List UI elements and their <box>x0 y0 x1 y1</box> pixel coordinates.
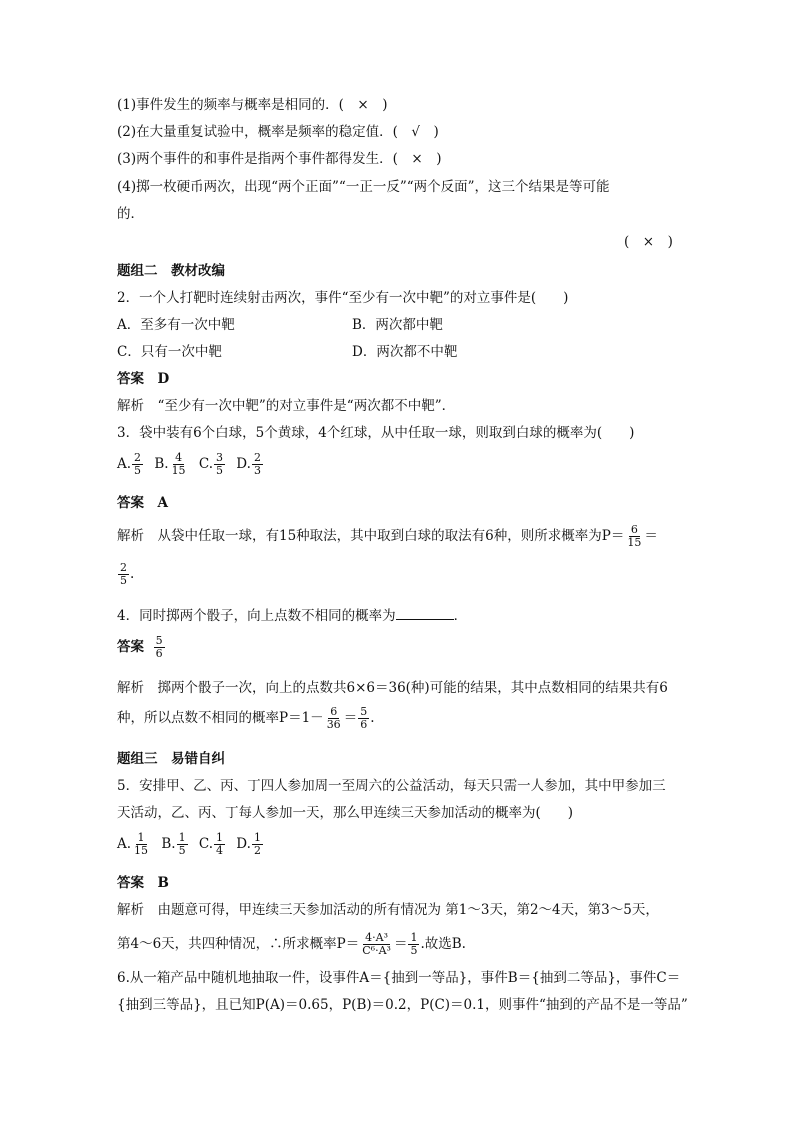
q2-stem: 2．一个人打靶时连续射击两次，事件“至少有一次中靶”的对立事件是( ) <box>117 290 569 306</box>
q3-option-b: B. $\frac{4}{15}$ <box>154 451 186 477</box>
q2-option-a: A．至多有一次中靶 <box>117 317 235 333</box>
fraction: $\frac{1}{15}$ <box>134 831 149 857</box>
judge-item-4-line2: 的． <box>117 206 144 222</box>
fraction: $\frac{1}{5}$ <box>178 831 186 857</box>
fraction: $\frac{2}{5}$ <box>134 451 142 477</box>
q5-option-b: B. $\frac{1}{5}$ <box>161 831 186 857</box>
q3-option-a: A. $\frac{2}{5}$ <box>117 451 142 477</box>
q4-analysis-line2: 种，所以点数不相同的概率P＝1－ $\frac{6}{36}$ ＝ $\frac{5}{6}$ . <box>117 705 375 731</box>
judge-item-4-mark: ( × ) <box>624 234 673 250</box>
q3-stem: 3．袋中装有6个白球，5个黄球，4个红球，从中任取一球，则取到白球的概率为( ) <box>117 425 635 441</box>
judge-item-4-line1: (4)掷一枚硬币两次，出现“两个正面”“一正一反”“两个反面”，这三个结果是等可能 <box>117 179 610 195</box>
fraction: $\frac{1}{2}$ <box>253 831 261 857</box>
q3-options <box>117 452 270 477</box>
q5-option-a: A. $\frac{1}{15}$ <box>117 831 149 857</box>
fraction: $\frac{5}{6}$ <box>360 705 368 731</box>
group-3-title: 题组三 易错自纠 <box>117 751 225 767</box>
q3-option-d: D. $\frac{2}{3}$ <box>236 451 261 477</box>
q4-answer: 答案 $\frac{5}{6}$ <box>117 634 163 660</box>
q3-analysis-line1: 解析 从袋中任取一球，有15种取法，其中取到白球的取法有6种，则所求概率为P＝ $\frac{6}{15}$ ＝ <box>117 523 658 549</box>
fraction: $\frac{\text{4·A³}}{\text{C⁶·A³}}$ <box>362 931 391 957</box>
q6-line2: {抽到三等品}，且已知P(A)＝0.65，P(B)＝0.2，P(C)＝0.1，则事件“抽到的产品不是一等品” <box>117 997 688 1013</box>
q2-options-row1 <box>117 316 235 334</box>
q5-answer: 答案 B <box>117 875 169 891</box>
fraction: $\frac{6}{36}$ <box>326 705 341 731</box>
q2-option-c: C．只有一次中靶 <box>117 344 222 360</box>
group-2-title: 题组二 教材改编 <box>117 263 225 279</box>
fraction: $\frac{2}{5}$ <box>120 561 127 587</box>
answer-blank <box>396 607 454 620</box>
q4-analysis-line1: 解析 掷两个骰子一次，向上的点数共6×6＝36(种)可能的结果，其中点数相同的结果共有6 <box>117 680 668 696</box>
judge-item-3: (3)两个事件的和事件是指两个事件都得发生．( × ) <box>117 151 442 167</box>
fraction: $\frac{6}{15}$ <box>627 523 642 549</box>
q3-analysis-line2: $\frac{2}{5}$ . <box>120 561 135 587</box>
q5-analysis-line1: 解析 由题意可得，甲连续三天参加活动的所有情况为 第1～3天，第2～4天，第3～5天， <box>117 902 659 918</box>
q4-stem: 4．同时掷两个骰子，向上点数不相同的概率为 ． <box>117 608 468 624</box>
fraction: $\frac{5}{6}$ <box>155 634 163 660</box>
q5-stem-line2: 天活动，乙、丙、丁每人参加一天，那么甲连续三天参加活动的概率为( ) <box>117 805 574 821</box>
q5-stem-line1: 5．安排甲、乙、丙、丁四人参加周一至周六的公益活动，每天只需一人参加，其中甲参加三 <box>117 778 666 794</box>
q5-option-d: D. $\frac{1}{2}$ <box>236 831 261 857</box>
fraction: $\frac{4}{15}$ <box>171 451 186 477</box>
q5-analysis-line2: 第4～6天，共四种情况，∴所求概率P＝ $\frac{\text{4·A³}}{\text{C⁶·A³}}$ ＝ $\frac{1}{5}$ .故选B. <box>117 931 466 957</box>
q2-analysis: 解析 “至少有一次中靶”的对立事件是“两次都不中靶”． <box>117 398 456 414</box>
fraction: $\frac{2}{3}$ <box>253 451 261 477</box>
fraction: $\frac{1}{5}$ <box>410 931 418 957</box>
q3-option-c: C. $\frac{3}{5}$ <box>198 451 223 477</box>
q2-option-d: D．两次都不中靶 <box>352 344 458 360</box>
q2-option-b: B．两次都中靶 <box>352 317 443 333</box>
q5-option-c: C. $\frac{1}{4}$ <box>198 831 223 857</box>
fraction: $\frac{1}{4}$ <box>216 831 223 857</box>
q3-answer: 答案 A <box>117 495 168 511</box>
judge-item-2: (2)在大量重复试验中，概率是频率的稳定值．( √ ) <box>117 124 439 140</box>
judge-item-1: (1)事件发生的频率与概率是相同的．( × ) <box>117 97 388 113</box>
q5-options <box>117 832 270 857</box>
q2-answer: 答案 D <box>117 371 170 387</box>
q6-line1: 6.从一箱产品中随机地抽取一件，设事件A＝{抽到一等品}，事件B＝{抽到二等品}，事件C＝ <box>117 970 681 986</box>
fraction: $\frac{3}{5}$ <box>216 451 223 477</box>
